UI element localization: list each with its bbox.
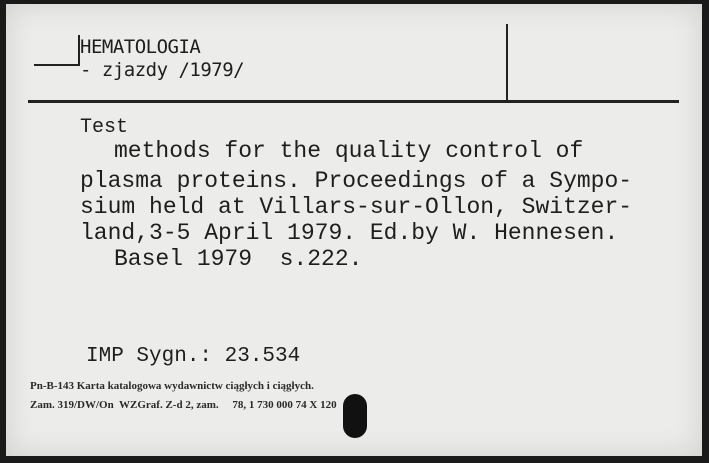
entry-title-line-2: plasma proteins. Proceedings of a Sympo-: [80, 168, 633, 194]
footer-line-1: Pn-B-143 Karta katalogowa wydawnictw ciągłych i ciągłych.: [30, 380, 314, 392]
subject-subheading: - zjazdy /1979/: [80, 59, 245, 81]
catalog-card: [6, 4, 702, 456]
footer-line-2: Zam. 319/DW/On WZGraf. Z-d 2, zam. 78, 1 730 000 74 X 120: [30, 399, 337, 411]
entry-author: Test: [80, 116, 129, 139]
entry-title-line-3: sium held at Villars-sur-Ollon, Switzer-: [80, 194, 633, 220]
call-number: IMP Sygn.: 23.534: [86, 345, 301, 368]
horizontal-rule: [28, 100, 679, 103]
entry-title-line-5: Basel 1979 s.222.: [114, 246, 363, 272]
entry-title-line-1: methods for the quality control of: [114, 138, 584, 164]
subject-heading: HEMATOLOGIA: [80, 36, 201, 58]
vertical-divider: [506, 24, 508, 100]
heading-underline-mark: [34, 64, 78, 66]
card-punch-hole: [343, 394, 367, 438]
entry-title-line-4: land,3-5 April 1979. Ed.by W. Hennesen.: [80, 220, 619, 246]
